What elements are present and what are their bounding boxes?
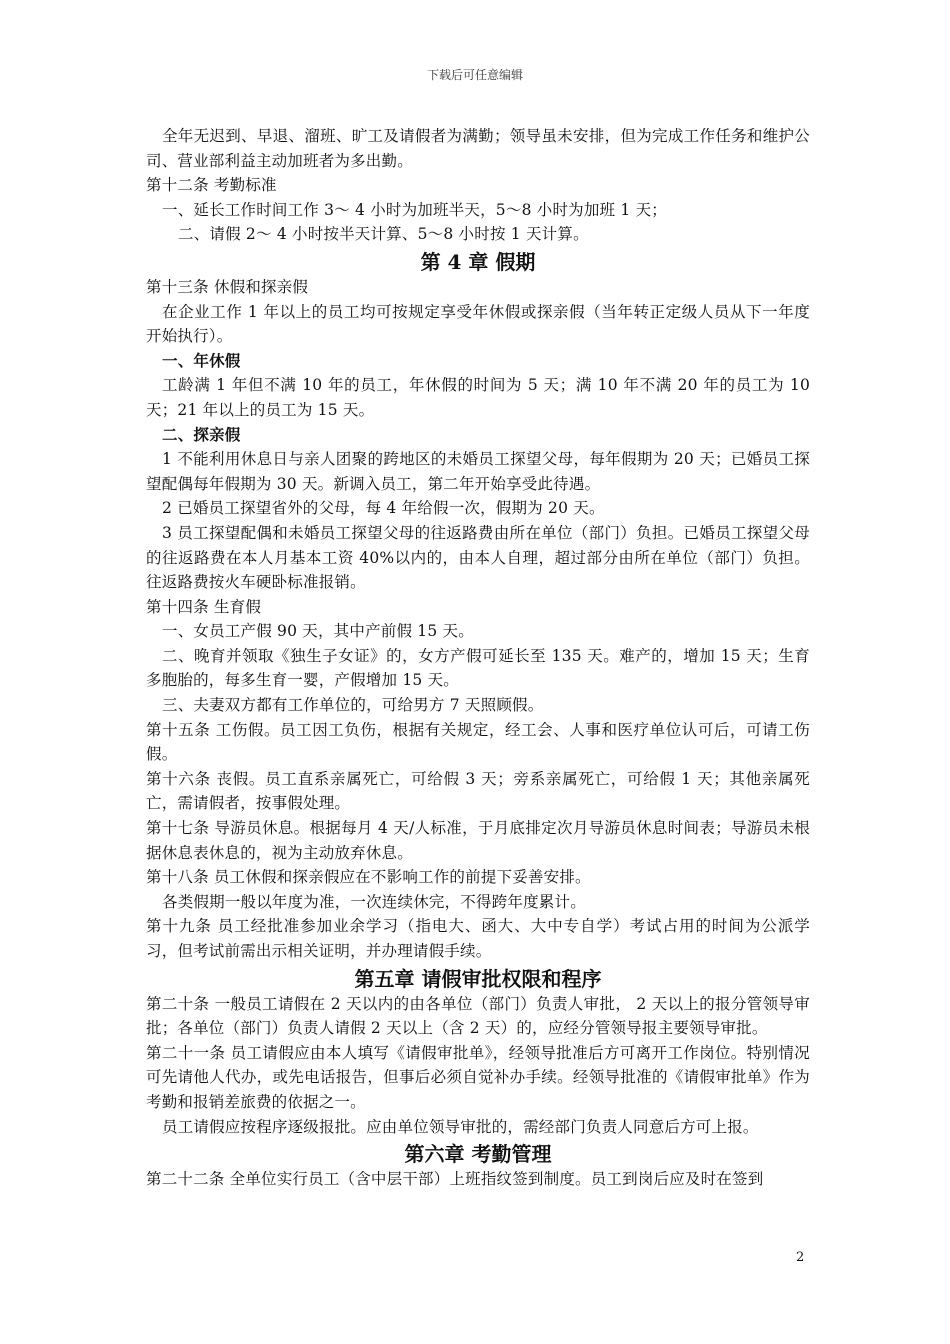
body-paragraph: 2 已婚员工探望省外的父母，每 4 年给假一次，假期为 20 天。 (162, 499, 605, 518)
chapter-heading: 第五章 请假审批权限和程序 (354, 966, 602, 991)
page-number: 2 (796, 1250, 805, 1265)
body-paragraph: 第十六条 丧假。员工直系亲属死亡，可给假 3 天；旁系亲属死亡，可给假 1 天；其他亲属死亡，需请假者，按事假处理。 (146, 769, 810, 813)
body-paragraph: 3 员工探望配偶和未婚员工探望父母的往返路费由所在单位（部门）负担。已婚员工探望父母的往返路费在本人月基本工资 40%以内的，由本人自理，超过部分由所在单位（部门）负担。往返路费按火车硬卧标准报销。 (146, 523, 810, 592)
body-paragraph: 第十九条 员工经批准参加业余学习（指电大、函大、大中专自学）考试占用的时间为公派学习，但考试前需出示相关证明，并办理请假手续。 (146, 917, 810, 960)
body-paragraph: 一、延长工作时间工作 3～ 4 小时为加班半天，5～8 小时为加班 1 天； (162, 200, 667, 219)
body-paragraph: 第二十二条 全单位实行员工（含中层干部）上班指纹签到制度。员工到岗后应及时在签到 (146, 1170, 764, 1189)
body-paragraph: 员工请假应按程序逐级报批。应由单位领导审批的，需经部门负责人同意后方可上报。 (162, 1117, 759, 1136)
body-paragraph: 工龄满 1 年但不满 10 年的员工，年休假的时间为 5 天；满 10 年不满 20 年的员工为 10 天；21 年以上的员工为 15 天。 (146, 376, 810, 419)
body-paragraph: 第十二条 考勤标准 (146, 176, 277, 195)
body-paragraph: 第十五条 工伤假。员工因工负伤，根据有关规定，经工会、人事和医疗单位认可后，可请工伤假。 (146, 720, 810, 764)
body-paragraph: 第二十一条 员工请假应由本人填写《请假审批单》，经领导批准后方可离开工作岗位。特别情况可先请他人代办，或先电话报告，但事后必须自觉补办手续。经领导批准的《请假审批单》作为考勤和报销差旅费的依据之一。 (146, 1043, 810, 1111)
section-heading: 一、年休假 (162, 350, 241, 370)
page-header-note: 下载后可任意编辑 (426, 68, 523, 82)
body-paragraph: 一、女员工产假 90 天，其中产前假 15 天。 (162, 622, 474, 641)
body-paragraph: 二、请假 2～ 4 小时按半天计算、5～8 小时按 1 天计算。 (178, 225, 589, 244)
body-paragraph: 第十三条 休假和探亲假 (146, 277, 309, 296)
chapter-heading: 第六章 考勤管理 (404, 1142, 552, 1167)
document-body (146, 124, 810, 1192)
body-paragraph: 1 不能利用休息日与亲人团聚的跨地区的未婚员工探望父母，每年假期为 20 天；已婚员工探望配偶每年假期为 30 天。新调入员工，第二年开始享受此待遇。 (146, 450, 810, 493)
chapter-heading: 第 4 章 假期 (420, 249, 536, 274)
body-paragraph: 三、夫妻双方都有工作单位的，可给男方 7 天照顾假。 (162, 696, 544, 715)
body-paragraph: 第十八条 员工休假和探亲假应在不影响工作的前提下妥善安排。 (146, 868, 591, 887)
body-paragraph: 全年无迟到、早退、溜班、旷工及请假者为满勤；领导虽未安排，但为完成工作任务和维护公司、营业部利益主动加班者为多出勤。 (146, 127, 810, 170)
body-paragraph: 第二十条 一般员工请假在 2 天以内的由各单位（部门）负责人审批， 2 天以上的报分管领导审批；各单位（部门）负责人请假 2 天以上（含 2 天）的，应经分管领导报主要领导审批。 (146, 994, 810, 1038)
body-paragraph: 各类假期一般以年度为准，一次连续休完，不得跨年度累计。 (162, 892, 586, 911)
body-paragraph: 二、晚育并领取《独生子女证》的，女方产假可延长至 135 天。难产的，增加 15 天；生育多胞胎的，每多生育一婴，产假增加 15 天。 (146, 646, 810, 690)
body-paragraph: 在企业工作 1 年以上的员工均可按规定享受年休假或探亲假（当年转正定级人员从下一年度开始执行）。 (146, 302, 810, 346)
section-heading: 二、探亲假 (162, 424, 241, 444)
body-paragraph: 第十七条 导游员休息。根据每月 4 天/人标准，于月底排定次月导游员休息时间表；导游员未根据休息表休息的，视为主动放弃休息。 (146, 819, 810, 862)
body-paragraph: 第十四条 生育假 (146, 597, 262, 616)
